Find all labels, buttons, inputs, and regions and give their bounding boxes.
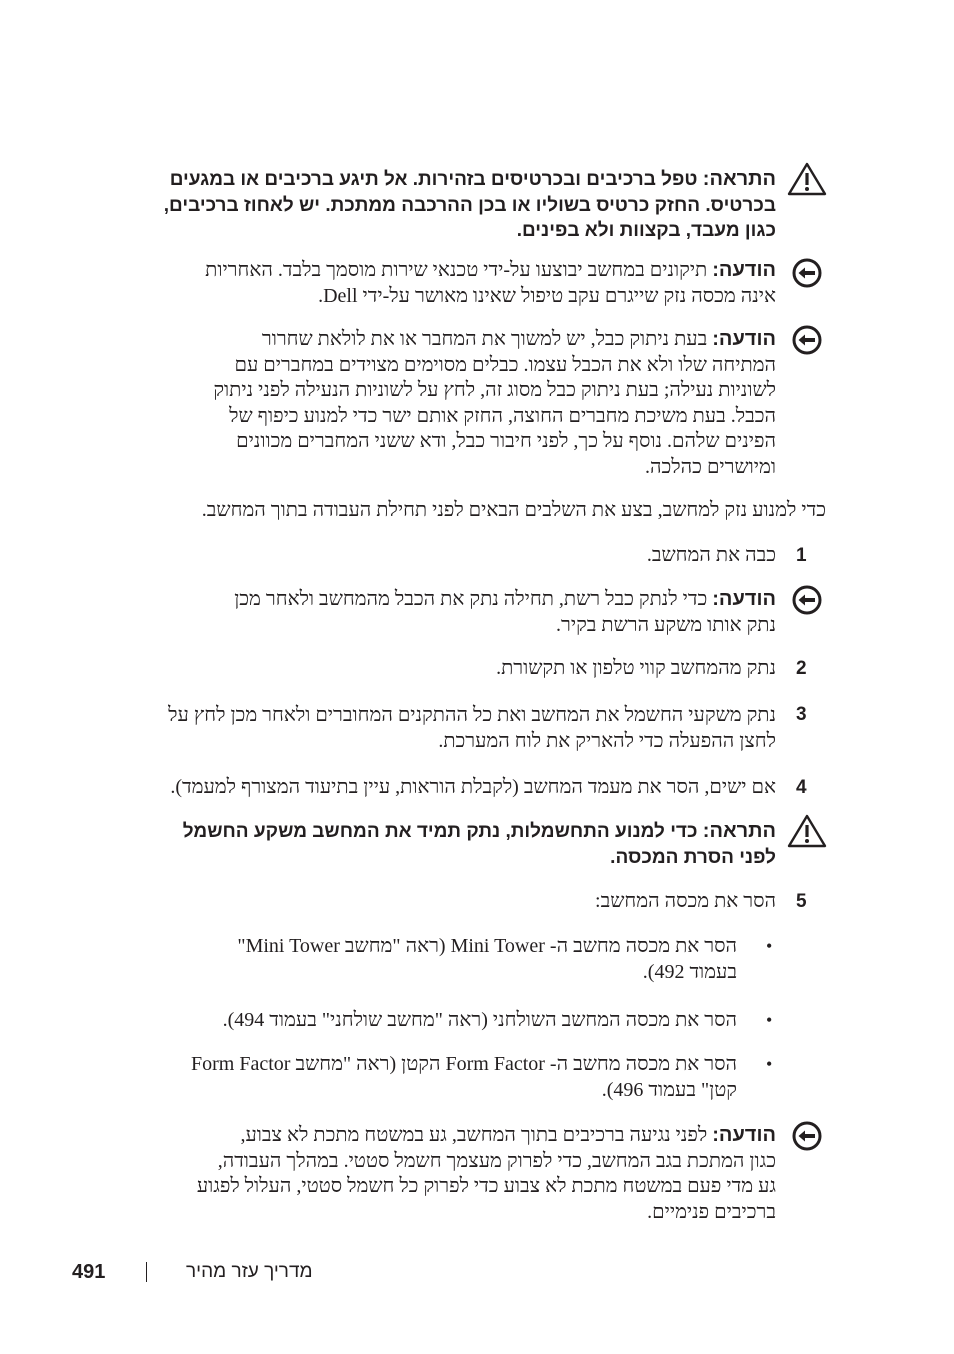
notice-arrow-icon [792, 325, 822, 355]
notice-arrow-icon [792, 585, 822, 615]
notice-paragraph: הודעה: כדי לנתק כבל רשת, תחילה נתק את הכבל מהמחשב ולאחר מכן נתק אותו משקע הרשת בקיר. [234, 588, 776, 636]
notice-arrow-icon [792, 258, 822, 288]
caution-paragraph: התראה: כדי למנוע התחשמלות, נתק תמיד את המחשב משקע החשמל לפני הסרת המכסה. [182, 820, 776, 868]
notice-label: הודעה: [712, 259, 776, 281]
notice-label: הודעה: [712, 1124, 776, 1146]
bullet-marker: • [766, 1010, 773, 1030]
bullet-item: הסר את מכסה מחשב ה- Mini Tower (ראה "מחשב Mini Tower" בעמוד 492). [237, 935, 737, 983]
step-text: הסר את מכסה המחשב: [595, 890, 776, 912]
notice-paragraph: הודעה: תיקונים במחשב יבוצעו על-ידי טכנאי שירות מוסמך בלבד. האחריות אינה מכסה נזק שייגרם עקב טיפול שאינו מאושר על-ידי Dell. [205, 259, 776, 307]
caution-label: התראה: [702, 168, 776, 190]
step-text: נתק משקעי החשמל את המחשב ואת כל ההתקנים המחוברים ולאחר מכן לחץ על לחצן ההפעלה כדי להאריק את לוח המערכת. [168, 704, 776, 752]
step-text: אם ישים, הסר את מעמד המחשב (לקבלת הוראות, עיין בתיעוד המצורף למעמד). [170, 776, 776, 798]
warning-triangle-icon [787, 814, 827, 848]
step-number: 5 [796, 891, 807, 912]
footer-divider [146, 1262, 147, 1282]
notice-label: הודעה: [712, 588, 776, 610]
bullet-item: הסר את מכסה מחשב ה- Form Factor הקטן (ראה "מחשב Form Factor קטן" בעמוד 496). [191, 1053, 737, 1101]
notice-paragraph: הודעה: לפני נגיעה ברכיבים בתוך המחשב, גע במשטח מתכת לא צבוע, כגון המתכת בגב המחשב, כדי לפרוק מעצמך חשמל סטטי. במהלך העבודה, גע מדי פעם במשטח מתכת לא צבוע כדי לפרוק כל חשמל סטטי, העלול לפגוע ברכיבים פנימיים. [196, 1124, 776, 1223]
bullet-marker: • [766, 936, 773, 956]
notice-label: הודעה: [712, 328, 776, 350]
bullet-item: הסר את מכסה המחשב השולחני (ראה "מחשב שולחני" בעמוד 494). [222, 1009, 737, 1031]
step-text: נתק מהמחשב קווי טלפון או תקשורת. [496, 657, 776, 679]
page-number: 491 [72, 1261, 106, 1283]
step-number: 2 [796, 658, 807, 679]
notice-paragraph: הודעה: בעת ניתוק כבל, יש למשוך את המחבר או את לולאת שחרור המתיחה שלו ולא את הכבל עצמו. כבלים מסוימים מצוידים במחברים עם לשוניות נעילה; בעת ניתוק כבל מסוג זה, לחץ על לשוניות הנעילה לפני ניתוק הכבל. בעת משיכת מחברים החוצה, החזק אותם ישר כדי למנוע כיפוף של הפינים שלהם. נוסף על כך, לפני חיבור כבל, ודא ששני המחברים מכוונים ומיושרים כהלכה. [213, 328, 776, 478]
footer-title: מדריך עזר מהיר [186, 1261, 313, 1282]
step-text: כבה את המחשב. [646, 544, 776, 566]
intro-paragraph: כדי למנוע נזק למחשב, בצע את השלבים הבאים לפני תחילת העבודה בתוך המחשב. [201, 499, 826, 521]
warning-triangle-icon [787, 162, 827, 196]
bullet-marker: • [766, 1054, 773, 1074]
caution-label: התראה: [702, 820, 776, 842]
notice-arrow-icon [792, 1121, 822, 1151]
caution-paragraph: התראה: טפל ברכיבים ובכרטיסים בזהירות. אל תיגע ברכיבים או במגעים בכרטיס. החזק כרטיס בשוליו או בכן ההרכבה ממתכת. יש לאחוז ברכיבים, כגון מעבד, בקצוות ולא בפינים. [163, 168, 776, 241]
step-number: 4 [796, 777, 807, 798]
step-number: 1 [796, 545, 807, 566]
step-number: 3 [796, 704, 807, 725]
